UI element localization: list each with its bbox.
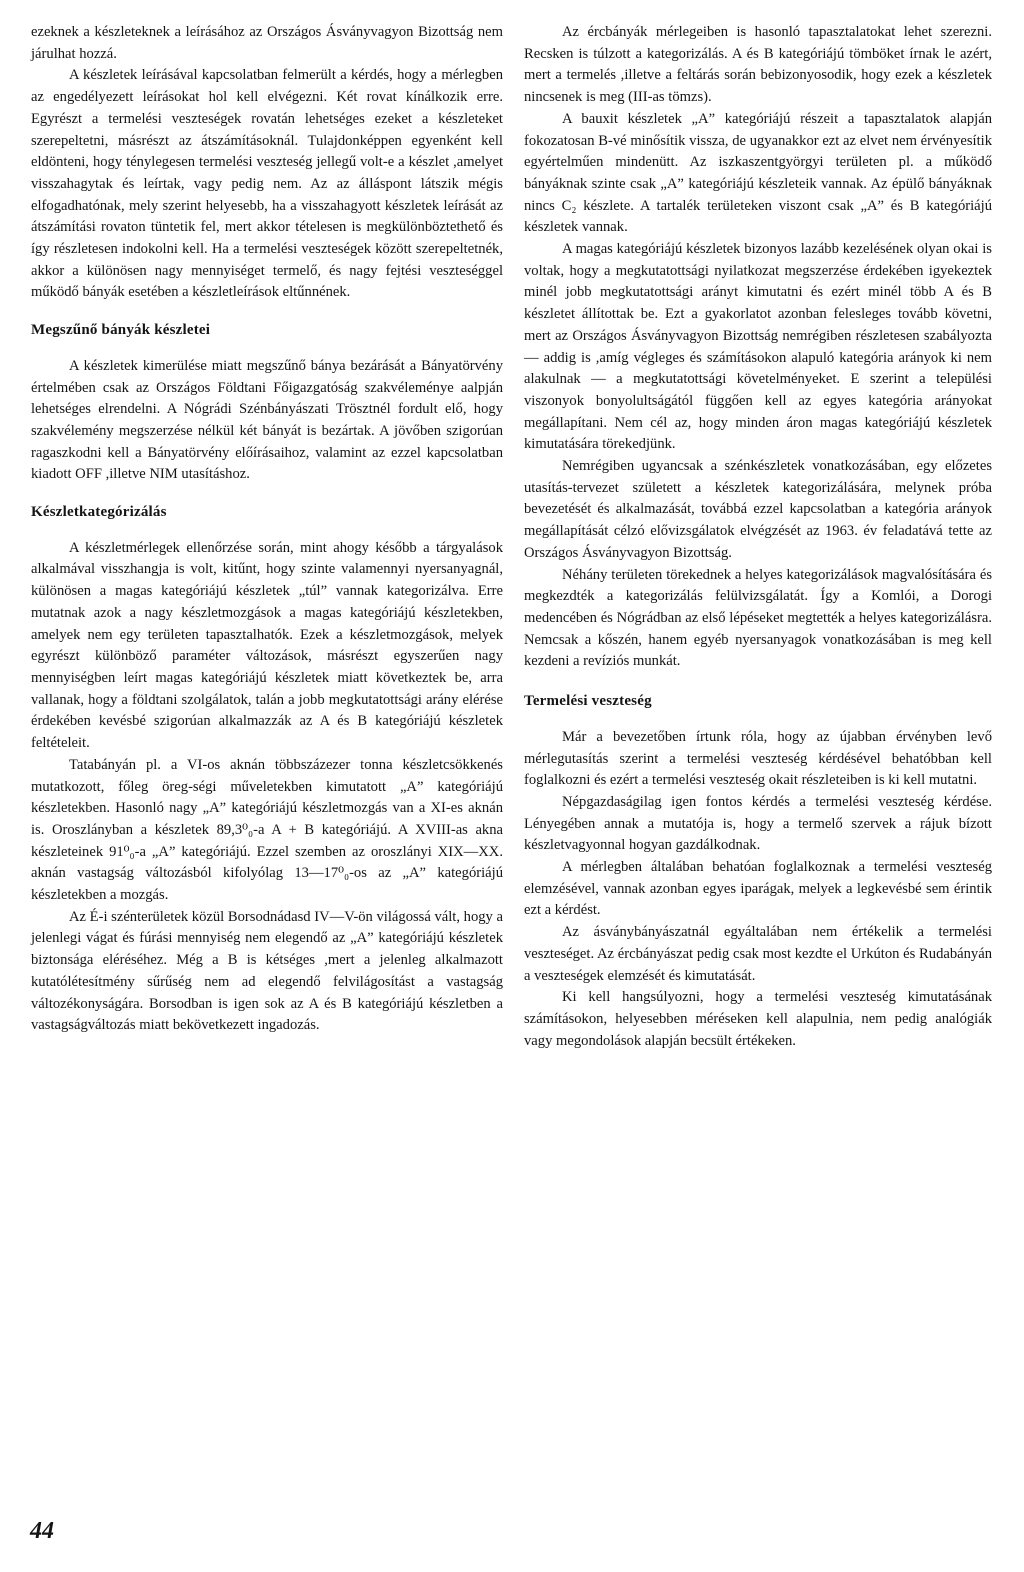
section-heading: Készletkategórizálás	[31, 504, 167, 521]
paragraph: Az ércbányák mérlegeiben is hasonló tapasztalatokat lehet szerezni. Recsken is túlzott a kategorizálás. A és B kategóriájú tömböket írnak le azért, mert a termelés ,illetve a feltárás során bebizonyosodik, hogy ezek a készletek nincsenek is meg (III-as tömzs).	[524, 24, 992, 106]
paragraph: Nemrégiben ugyancsak a szénkészletek vonatkozásában, egy előzetes utasítás-tervezet született a készletek kategorizálására, melynek próba bevezetését és alkalmazását, továbbá ezzel kapcsolatban a kategória arányok megállapítását célzó elővizsgálatok elvégzését az 1963. év feladatává tette az Országos Ásványvagyon Bizottság.	[524, 458, 992, 561]
right-column	[524, 22, 992, 1052]
paragraph: A mérlegben általában behatóan foglalkoznak a termelési veszteség elemzésével, vannak azonban egyes iparágak, melyek a legkevésbé sem érintik ezt a kérdést.	[524, 859, 992, 919]
paragraph: ezeknek a készleteknek a leírásához az Országos Ásványvagyon Bizottság nem járulhat hozzá.	[31, 24, 503, 62]
section-heading: Termelési veszteség	[524, 693, 652, 710]
paragraph: A magas kategóriájú készletek bizonyos lazább kezelésének olyan okai is voltak, hogy a megkutatottsági nyilatkozat megszerzése érdekében igyekeztek minél jobb megkutatottsági arányt kimutatni és ezért minél több A és B készletet állítottak be. Ezt a gyakorlatot azonban felesleges tovább követni, mert az Országos Ásványvagyon Bizottság nemrégiben részletesen szabályozta — addig is ,amíg végleges és számításokon alapuló kategória arányok ki nem alakulnak — a megkutatottsági követelményeket. E szerint a települési viszonyok bonyolultságától függően kell az egyes kategória arányokat megállapítani. Nem cél az, hogy minden áron magas kategóriájú készletek kimutatására törekedjünk.	[524, 241, 992, 453]
paragraph: A készletek leírásával kapcsolatban felmerült a kérdés, hogy a mérlegben az engedélyezett leírásokat hol kell elvégezni. Két rovat kínálkozik erre. Egyrészt a termelési veszteségek rovatán lehetséges ezeket a készleteket szerepeltetni, másrészt az átszámításoknál. Tulajdonképpen egyenként kell eldönteni, hogy ténylegesen termelési veszteség jellegű volt-e a készlet ,amelyet visszahagytak és leírtak, vagy pedig nem. Az az álláspont látszik mégis elfogadhatónak, mely szerint helyesebb, ha a visszahagyott készletek leírását az átszámítási rovaton tüntetik fel, mert akkor tételesen is megkülönböztethető és így részletesen indokolni kell. Ha a termelési veszteségek között szerepeltetnék, akkor a különösen nagy mennyiséget termelő, és nagy fejtési veszteséggel működő bányák esetében a készletleírások eltűnnének.	[31, 67, 503, 301]
paragraph: A készletmérlegek ellenőrzése során, mint ahogy később a tárgyalások alkalmával visszhangja is volt, kitűnt, hogy szinte valamennyi nyersanyagnál, különösen a magas kategóriájú készletek „túl” vannak kategorizálva. Erre mutatnak azok a nagy készletmozgások a magas kategóriájú készletekben, amelyek nem egy területen tapasztalhatók. Ezek a készletmozgások, melyek egyrészt különböző paraméter változások, másrészt egyszerűen nagy mennyiségben leírt magas kategóriájú készletek miatt következtek be, arra vallanak, hogy a földtani szolgálatok, talán a jobb megkutatottsági arány elérése érdekében kevésbé szigorúan alkalmazzák az A és B kategóriájú készletek feltételeit.	[31, 539, 503, 752]
paragraph: Az É-i szénterületek közül Borsodnádasd IV—V-ön világossá vált, hogy a jelenlegi vágat és fúrási mennyiség nem elegendő az „A” kategóriájú készletek biztonsága eléréséhez. Még a B is kétséges ,mert a jelenleg alkalmazott kutatólétesítmény sűrűség nem ad elegendő felvilágosítást a vastagság változékonyságára. Borsodban is igen sok az A és B kategóriájú készletben a vastagságváltozás miatt bekövetkezett ingadozás.	[31, 908, 503, 1034]
paragraph: Néhány területen törekednek a helyes kategorizálások magvalósítására és megkezdték a kategorizálás felülvizsgálatát. Így a Komlói, a Dorogi medencében és Nógrádban az első lépéseket megtették a helyes kategorizálásra. Nemcsak a kőszén, hanem egyéb nyersanyagok vonatkozásában is meg kell kezdeni a revíziós munkát.	[524, 566, 992, 670]
paragraph: Már a bevezetőben írtunk róla, hogy az újabban érvényben levő mérlegutasítás szerint a termelési veszteség kérdésével behatóbban kell foglalkozni és ezért a termelési veszteség okait részleteiben is ki kell mutatni.	[524, 728, 992, 789]
paragraph: Az ásványbányászatnál egyáltalában nem értékelik a termelési veszteséget. Az ércbányászat pedig csak most kezdte el Urkúton és Rudabányán a veszteségek elemzését és kimutatását.	[524, 924, 992, 984]
paragraph: A bauxit készletek „A” kategóriájú részeit a tapasztalatok alapján fokozatosan B-vé minősítik vissza, de ugyanakkor ezt az elvet nem érvényesítik egyértelműen mindenütt. Az iszkaszentgyörgyi területen pl. a működő bányáknak szinte csak „A” kategóriájú készleteik vannak. Az épülő bányáknak nincs C₂ készlete. A tartalék területeken viszont csak „A” és B kategóriájú készletek vannak.	[524, 110, 992, 236]
page-number: 44	[30, 1518, 54, 1544]
paragraph: Népgazdaságilag igen fontos kérdés a termelési veszteség kérdése. Lényegében annak a mutatója is, hogy a termelő szervek a rájuk bízott készletvagyonnal hogyan gazdálkodnak.	[524, 793, 992, 854]
paragraph: Tatabányán pl. a VI-os aknán többszázezer tonna készletcsökkenés mutatkozott, főleg öreg-ségi műveletekben kimutatott „A” kategóriájú készletekben. Hasonló nagy „A” kategóriájú készletmozgás van a XI-es aknán is. Oroszlányban a készletek 89,3⁰₀-a A + B kategóriájú. A XVIII-as akna készleteinek 91⁰₀-a „A” kategóriájú. Ezzel szemben az oroszlányi XIX—XX. aknán vastagság változásból kifolyólag 13—17⁰₀-os az „A” kategóriájú készletekben a mozgás.	[31, 756, 503, 904]
paragraph: A készletek kimerülése miatt megszűnő bánya bezárását a Bányatörvény értelmében csak az Országos Földtani Főigazgatóság szakvéleménye aalpján lehetséges elrendelni. A Nógrádi Szénbányászati Trösztnél fordult elő, hogy szakvélemény megszerzése nélkül két bányát is bezártak. A jövőben szigorúan ragaszkodni kell a Bányatörvény előírásaihoz, valamint az ezzel kapcsolatban kiadott OFF ,illetve NIM utasításhoz.	[31, 357, 503, 483]
paragraph: Ki kell hangsúlyozni, hogy a termelési veszteség kimutatásának számításokon, helyesebben méréseken kell alapulnia, nem pedig analógiák vagy megondolások alapján becsült értékeken.	[524, 989, 992, 1049]
section-heading: Megszűnő bányák készletei	[31, 322, 211, 339]
left-column	[31, 22, 503, 1037]
